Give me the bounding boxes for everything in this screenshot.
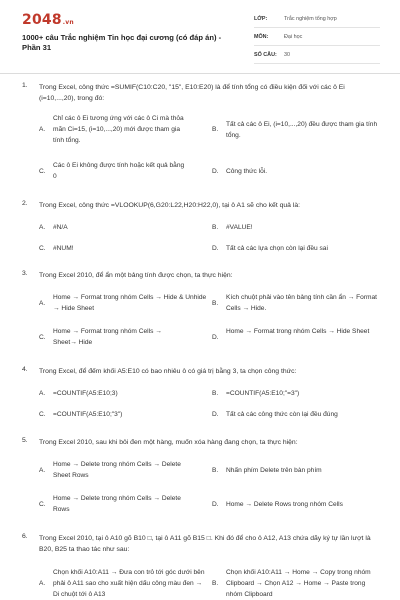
question-2	[22, 200, 380, 260]
option-text: #VALUE!	[226, 224, 253, 231]
option-text: Home → Format trong nhóm Cells → Hide Sheet	[226, 328, 370, 335]
option-letter: A.	[39, 224, 46, 231]
option-letter: B.	[212, 390, 219, 397]
question-text: Trong Excel, công thức =SUMIF(C10:C20, "15", E10:E20) là để tính tổng có điều kiện đối với các ô Ei (i=10,...,20), trong đó:	[39, 84, 345, 102]
question-text: Trong Excel 2010, để ẩn một bảng tính được chọn, ta thực hiện:	[39, 272, 233, 279]
option-text: Công thức lỗi.	[226, 168, 268, 175]
option-letter: C.	[39, 501, 46, 508]
option-letter: B.	[212, 300, 219, 307]
option-text: Chọn khối A10:A11 → Home → Copy trong nhóm Clipboard → Chọn A12 → Home → Paste trong nhóm Clipboard	[226, 569, 371, 598]
option-letter: B.	[212, 224, 219, 231]
count-value: 30	[284, 52, 290, 58]
option-letter: B.	[212, 126, 219, 133]
option-letter: C.	[39, 168, 46, 175]
option-letter: D.	[212, 245, 219, 252]
option-text: =COUNTIF(A5:E10;"=3")	[226, 390, 300, 397]
option-letter: D.	[212, 501, 219, 508]
question-number: 5.	[22, 437, 28, 444]
document-header	[0, 0, 400, 75]
option-text: #N/A	[53, 224, 68, 231]
option-text: Kích chuột phải vào tên bảng tính cần ẩn → Format Cells → Hide.	[226, 294, 378, 312]
class-value: Trắc nghiệm tổng hợp	[284, 16, 337, 22]
question-text: Trong Excel, công thức =VLOOKUP(6,G20:L22,H20:H22,0), tại ô A1 sẽ cho kết quả là:	[39, 202, 301, 209]
option-letter: A.	[39, 467, 46, 474]
option-letter: B.	[212, 467, 219, 474]
option-text: #NUM!	[53, 245, 74, 252]
option-text: Chọn khối A10:A11 → Đưa con trỏ tới góc dưới bên phải ô A11 sao cho xuất hiện dấu công màu đen → Di chuột tới ô A13	[53, 569, 205, 598]
option-letter: D.	[212, 334, 219, 341]
meta-row-class	[254, 13, 380, 28]
option-letter: A.	[39, 300, 46, 307]
question-5	[22, 437, 380, 522]
option-text: Home → Format trong nhóm Cells → Hide & Unhide → Hide Sheet	[53, 294, 207, 312]
question-number: 1.	[22, 82, 28, 89]
option-text: Chỉ các ô Ei tương ứng với các ô Ci mà thỏa mãn Ci=15, (i=10,...,20) mới được tham gia tính tổng.	[53, 115, 184, 144]
option-text: Các ô Ei không được tính hoặc kết quả bằng 0	[53, 162, 185, 180]
option-text: Home → Delete trong nhóm Cells → Delete Sheet Rows	[53, 461, 181, 479]
option-text: Tất cả các công thức còn lại đều đúng	[226, 411, 338, 418]
question-3	[22, 270, 380, 355]
option-text: Tất cả các lựa chọn còn lại đều sai	[226, 245, 328, 252]
question-number: 6.	[22, 533, 28, 540]
question-number: 2.	[22, 200, 28, 207]
question-text: Trong Excel 2010, sau khi bôi đen một hàng, muốn xóa hàng đang chọn, ta thực hiện:	[39, 439, 298, 446]
option-text: Home → Delete trong nhóm Cells → Delete Rows	[53, 495, 181, 513]
option-letter: C.	[39, 245, 46, 252]
option-text: =COUNTIF(A5:E10;"3")	[53, 411, 123, 418]
document-title: 1000+ câu Trắc nghiệm Tin học đại cương (có đáp án) - Phần 31	[22, 33, 222, 52]
question-text: Trong Excel, để đếm khối A5:E10 có bao nhiêu ô có giá trị bằng 3, ta chọn công thức:	[39, 368, 297, 375]
question-text: Trong Excel 2010, tại ô A10 gõ B10 □, tại ô A11 gõ B15 □. Khi đó để cho ô A12, A13 chứa dãy ký tự lần lượt là B20, B25 ta thao tác như sau:	[39, 535, 371, 553]
meta-info	[254, 13, 380, 67]
logo-text: 2048	[22, 12, 62, 28]
option-text: Home → Delete Rows trong nhóm Cells	[226, 501, 343, 508]
option-letter: D.	[212, 168, 219, 175]
option-letter: A.	[39, 126, 46, 133]
option-letter: A.	[39, 390, 46, 397]
question-1	[22, 82, 380, 194]
option-letter: C.	[39, 411, 46, 418]
header-divider	[0, 73, 400, 74]
option-text: Home → Format trong nhóm Cells → Sheet→ Hide	[53, 328, 162, 346]
meta-row-count	[254, 49, 380, 64]
subject-value: Đại học	[284, 34, 303, 40]
option-letter: C.	[39, 334, 46, 341]
option-letter: D.	[212, 411, 219, 418]
question-number: 3.	[22, 270, 28, 277]
question-4	[22, 366, 380, 426]
meta-row-subject	[254, 31, 380, 46]
option-text: Nhấn phím Delete trên bàn phím	[226, 467, 322, 474]
class-label: LỚP:	[254, 16, 268, 22]
option-text: Tất cả các ô Ei, (i=10,...,20) đều được tham gia tính tổng.	[226, 121, 378, 139]
question-6	[22, 533, 380, 600]
option-letter: B.	[212, 580, 219, 587]
option-letter: A.	[39, 580, 46, 587]
count-label: SỐ CÂU:	[254, 52, 277, 58]
subject-label: MÔN:	[254, 34, 269, 40]
option-text: =COUNTIF(A5:E10;3)	[53, 390, 118, 397]
logo-suffix: .vn	[62, 19, 74, 26]
question-number: 4.	[22, 366, 28, 373]
site-logo[interactable]	[22, 12, 74, 28]
